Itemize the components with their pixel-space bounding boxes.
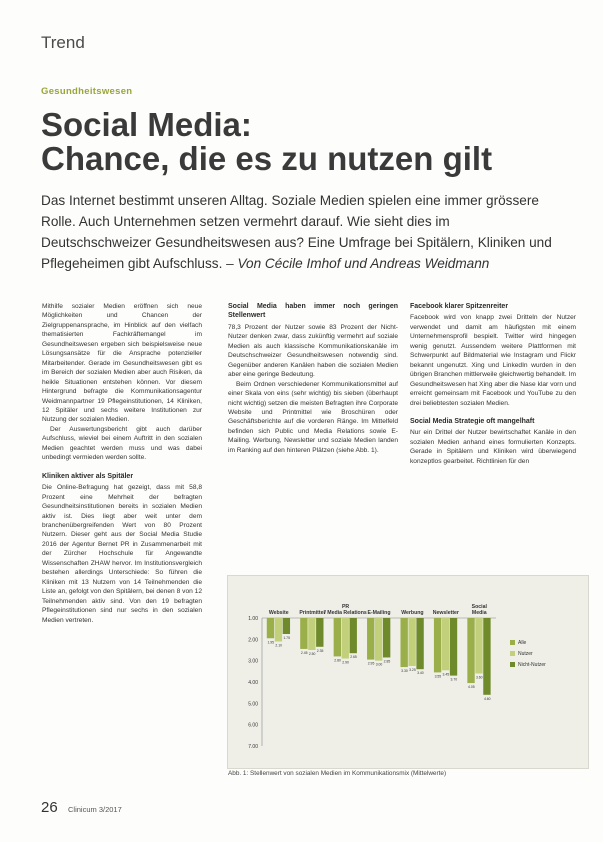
bar: [416, 618, 423, 669]
bar: [283, 618, 290, 634]
bar-value-label: 4.05: [468, 685, 475, 690]
category-label: Newsletter: [432, 610, 459, 616]
bar: [483, 618, 490, 695]
bar-value-label: 4.60: [483, 696, 491, 701]
subheading: Kliniken aktiver als Spitäler: [42, 472, 134, 480]
bar-value-label: 3.55: [434, 674, 442, 679]
bar: [475, 618, 482, 673]
y-tick-label: 2.00: [248, 637, 258, 644]
legend-label: Nicht-Nutzer: [518, 662, 546, 668]
paragraph: Nur ein Drittel der Nutzer bewirtschaftet Kanäle in den sozialen Medien anhand eines formulierten Konzepts. Gerade in Spitälern und Kliniken wird überwiegend konzeptlos gearbeitet. Richtlinien für den: [410, 429, 576, 465]
bar-value-label: 2.10: [275, 643, 283, 648]
bar-value-label: 3.40: [417, 671, 424, 676]
legend-label: Nutzer: [518, 651, 533, 657]
section-rubric: Trend: [41, 33, 85, 52]
subheading: Social Media haben immer noch geringen Stellenwert: [228, 303, 398, 320]
bar-value-label: 2.45: [300, 650, 308, 655]
paragraph: Der Auswertungsbericht gibt auch darüber Aufschluss, wieviel bei einem Auftritt in den sozialen Medien geachtet werden muss und was dabei unbedingt vermieden werden sollte.: [42, 425, 202, 462]
page-number: 26: [41, 799, 58, 816]
bar: [434, 618, 441, 672]
publication-name: Clinicum 3/2017: [68, 805, 122, 814]
legend-swatch: [510, 651, 515, 656]
bar: [375, 618, 382, 661]
y-tick-label: 6.00: [248, 722, 258, 729]
bar: [334, 618, 341, 656]
bar: [275, 618, 282, 641]
category-label: E-Mailing: [367, 610, 391, 616]
text-column-3: [410, 302, 576, 466]
article-lead: [41, 190, 561, 274]
category-label: Werbung: [401, 610, 424, 616]
chart-figure: [227, 575, 589, 769]
category-label: Website: [268, 610, 289, 616]
bar: [383, 618, 390, 657]
bar: [400, 618, 407, 667]
article-kicker: Gesundheitswesen: [41, 86, 133, 97]
bar-value-label: 2.90: [342, 660, 349, 665]
paragraph: Facebook wird von knapp zwei Dritteln der Nutzer verwendet und damit am häufigsten mit einem Unternehmensprofil bespielt. Twitter wird hingegen wenig genutzt. Aussendem weitere Plattformen mit Schwerpunkt auf Bildmaterial wie Instagram und Flickr bekannt ungenutzt. Xing und LinkedIn wurden in den übrigen Branchen mittlerweile gleichwertig behandelt. Im Gesundheitswesen hat Xing aber die Nase klar vorn und erreicht gemeinsam mit Facebook und YouTube zu den drei beliebtesten sozialen Medien.: [410, 314, 576, 407]
lead-text: Das Internet bestimmt unseren Alltag. Soziale Medien spielen eine immer grössere Rolle. Auch Unternehmen setzen vermehrt darauf. Wie sieht dies im Deutschschweizer Gesundheitswesen aus? Eine Umfrage bei Spitälern, Kliniken und Pflegeheimen gibt Aufschluss.: [41, 193, 552, 271]
bar: [450, 618, 457, 676]
paragraph: Die Online-Befragung hat gezeigt, dass mit 58,8 Prozent eine Mehrheit der befragten Gesundheitsinstitutionen bereits in sozialen Medien aktiv ist. Dies liegt aber weit unter dem branchenübergreifenden Wert von 80 Prozent Nutzern. Dieser geht aus der Social Media Studie 2016 der Agentur Bernet PR in Zusammenarbeit mit der Zürcher Hochschule für Angewandte Wissenschaften ZHAW hervor. Im Institutionsvergleich bestehen allerdings Unterschiede: So führen die Kliniken mit 13 Nutzern von 14 Teilnehmenden die Liste an, gefolgt von den Spitälern, bei denen 8 von 12 Teilnehmenden aktiv sind. Von den 19 befragten Pflegeinstitutionen sind nur sechs in den sozialen Medien vertreten.: [42, 484, 202, 624]
bar-value-label: 2.85: [383, 659, 391, 664]
paragraph: Mithilfe sozialer Medien eröffnen sich neue Möglichkeiten und Chancen der Zielgruppenansprache, im Hinblick auf den vielfach thematisierten Fachkräftemangel im Gesundheitswesen ergeben sich beispielsweise neue Lösungsansätze für die Ansprache potenzieller Mitarbeitender. Gerade im Gesundheitswesen gibt es im Bereich der sozialen Medien aber auch Risiken, da heikle Situationen entstehen können. Vor diesem Hintergrund befragte die Kommunikationsagentur Weidmannpartner 19 Pflegeinstitutionen, 14 Kliniken, 12 Spitäler und sechs weitere Institutionen zur Nutzung der sozialen Medien.: [42, 303, 202, 424]
paragraph: 78,3 Prozent der Nutzer sowie 83 Prozent der Nicht-Nutzer denken zwar, dass zukünftig vermehrt auf soziale Medien als auch klassische Kommunikationskanäle im Deutschschweizer Gesundheitswesen notwendig sind. Gegenüber anderen Kanälen haben die sozialen Medien aber eine geringe Bedeutung.: [228, 323, 398, 379]
y-tick-label: 5.00: [248, 701, 258, 708]
category-label: / Media Relations: [324, 610, 367, 616]
figure-caption: Abb. 1: Stellenwert von sozialen Medien im Kommunikationsmix (Mittelwerte): [228, 770, 447, 777]
bar: [300, 618, 307, 649]
category-label: Media: [471, 610, 487, 616]
y-tick-label: 4.00: [248, 680, 258, 686]
y-tick-label: 3.00: [248, 658, 258, 665]
bar-value-label: 2.50: [308, 652, 316, 656]
text-column-1: [42, 302, 202, 625]
legend-swatch: [510, 662, 515, 667]
bar: [442, 618, 449, 670]
bar: [342, 618, 349, 659]
legend-label: Alle: [518, 640, 527, 646]
article-author: – Von Cécile Imhof und Andreas Weidmann: [226, 256, 490, 271]
bar-value-label: 3.70: [450, 677, 458, 682]
subheading: Facebook klarer Spitzenreiter: [410, 303, 509, 310]
bar-value-label: 3.30: [401, 669, 408, 674]
y-tick-label: 1.00: [248, 616, 258, 622]
bar-value-label: 3.45: [442, 672, 450, 677]
text-column-2: [228, 302, 398, 455]
article-title: [41, 108, 492, 176]
bar-value-label: 2.65: [350, 655, 357, 660]
bar-chart: [228, 576, 588, 768]
bar: [350, 618, 357, 653]
bar-value-label: 3.25: [409, 668, 416, 672]
category-label: Social: [471, 604, 487, 610]
bar: [408, 618, 415, 666]
bar: [467, 618, 474, 683]
paragraph: Beim Ordnen verschiedener Kommunikationsmittel auf einer Skala von eins (sehr wichtig) bis sieben (überhaupt nicht wichtig) setzen die meisten Befragten ihre Corporate Website und Printmittel wie Broschüren oder Geschäftsberichte auf die vorderen Ränge. Im Mittelfeld befinden sich Public und Media Relations sowie E-Mailing. Werbung, Newsletter und soziale Medien landen im Ranking auf den hinteren Plätzen (siehe Abb. 1).: [228, 380, 398, 454]
category-label: Printmittel: [299, 610, 325, 616]
bar: [316, 618, 323, 647]
bar: [267, 618, 274, 638]
subheading: Social Media Strategie oft mangelhaft: [410, 417, 535, 425]
bar-value-label: 1.75: [283, 636, 290, 640]
category-label: PR: [341, 604, 350, 610]
bar-value-label: 3.00: [375, 662, 383, 667]
bar-value-label: 2.95: [367, 661, 375, 666]
bar: [308, 618, 315, 650]
bar-value-label: 1.95: [267, 640, 275, 645]
article-title-line-2: Chance, die es zu nutzen gilt: [41, 140, 493, 177]
article-title-line-1: Social Media:: [41, 106, 252, 143]
bar-value-label: 3.60: [475, 675, 483, 680]
bar-value-label: 2.35: [316, 648, 324, 653]
legend-swatch: [510, 640, 515, 645]
y-tick-label: 7.00: [248, 744, 258, 750]
bar-value-label: 2.80: [334, 658, 341, 663]
bar: [367, 618, 374, 660]
